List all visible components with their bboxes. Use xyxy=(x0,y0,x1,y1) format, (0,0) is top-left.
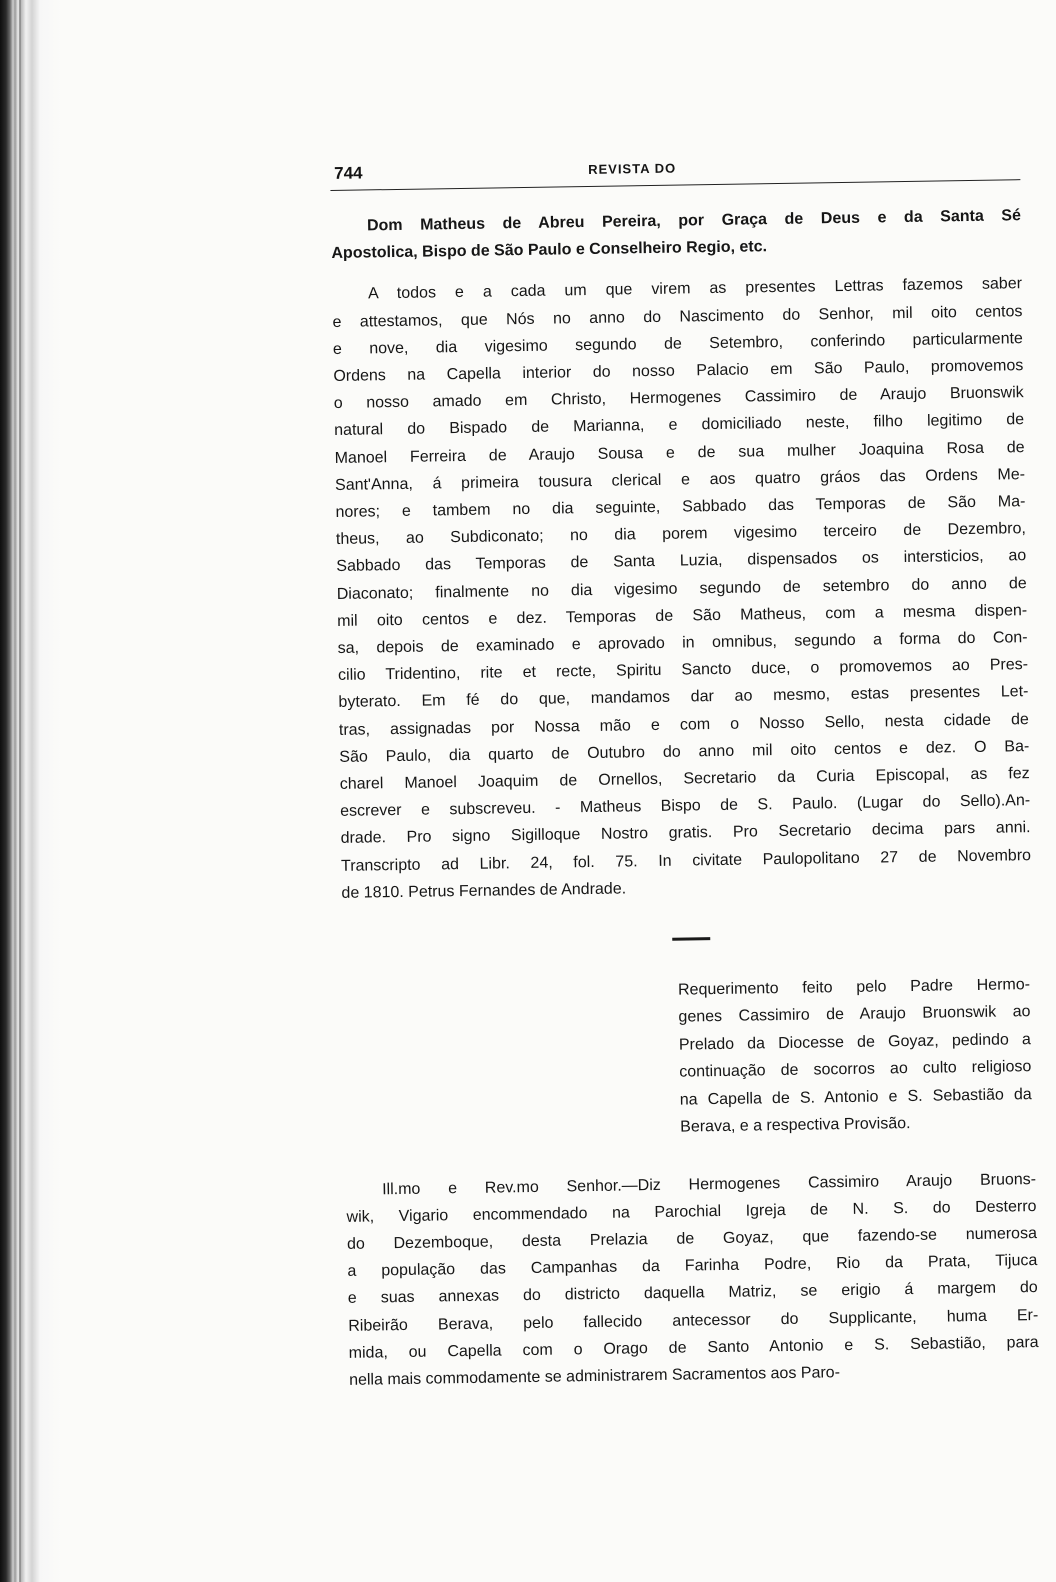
letter-line: a população das Campanhas da Farinha Podre, Rio da Prata, Tijuca xyxy=(347,1252,1038,1280)
body-line: escrever e subscreveu. - Matheus Bispo de S. Paulo. (Lugar do Sello).An- xyxy=(340,792,1031,821)
gutter-shadow xyxy=(19,0,21,1582)
letter-line: Ribeirão Berava, pelo fallecido antecessor do Supplicante, huma Er- xyxy=(348,1306,1039,1335)
body-line: Ordens na Capella interior do nosso Palacio em São Paulo, promovemos xyxy=(333,357,1024,385)
certificate-paragraph xyxy=(332,271,1032,907)
body-line: e attestamos, que Nós no anno do Nascimento do Senhor, mil oito centos xyxy=(332,302,1023,331)
letter-line: mida, ou Capella com o Orago de Santo Antonio e S. Sebastião, para xyxy=(348,1333,1039,1362)
section-summary xyxy=(678,971,1033,1141)
letter-line: Ill.mo e Rev.mo Senhor.—Diz Hermogenes Cassimiro Araujo Bruons- xyxy=(382,1170,1037,1198)
letter-line: e suas annexas do districto daquella Matriz, se erigio á margem do xyxy=(347,1279,1038,1308)
letter-paragraph xyxy=(346,1166,1039,1394)
summary-line: Berava, e a respectiva Provisão. xyxy=(680,1115,911,1136)
letter-line: nella mais commodamente se administrarem Sacramentos aos Paro- xyxy=(349,1364,841,1389)
opening-line: Dom Matheus de Abreu Pereira, por Graça de Deus e da Santa Sé xyxy=(366,207,1022,235)
body-line: o nosso amado em Christo, Hermogenes Cassimiro de Araujo Bruonswik xyxy=(333,384,1024,413)
body-line: Sabbado das Temporas de Santa Luzia, dispensados os intersticios, ao xyxy=(336,547,1027,576)
body-line: Manoel Ferreira de Araujo Sousa e de sua mulher Joaquina Rosa de xyxy=(334,438,1025,467)
body-line: theus, ao Subdiconato; no dia porem vigesimo terceiro de Dezembro, xyxy=(335,520,1026,549)
summary-line: na Capella de S. Antonio e S. Sebastião da xyxy=(679,1085,1032,1109)
opening-line: Apostolica, Bispo de São Paulo e Conselheiro Regio, etc. xyxy=(331,238,768,263)
body-line: e nove, dia vigesimo segundo de Setembro, conferindo particularmente xyxy=(332,329,1023,358)
body-line: natural do Bispado de Marianna, e domiciliado neste, filho legitimo de xyxy=(334,411,1025,440)
body-line: de 1810. Petrus Fernandes de Andrade. xyxy=(341,880,627,902)
body-line: nores; e tambem no dia seguinte, Sabbado das Temporas de São Ma- xyxy=(335,493,1026,521)
body-line: byterato. Em fé do que, mandamos dar ao mesmo, estas presentes Let- xyxy=(338,683,1029,712)
body-line: cilio Tridentino, rite et recte, Spiritu Sancto duce, o promovemos ao Pres- xyxy=(337,656,1029,685)
body-line: sa, depois de examinado e aprovado in omnibus, segundo a forma do Con- xyxy=(337,629,1028,657)
body-line: tras, assignadas por Nossa mão e com o Nosso Sello, nesta cidade de xyxy=(338,710,1029,739)
letter-line: do Dezemboque, desta Prelazia de Goyaz, que fazendo-se numerosa xyxy=(346,1224,1038,1253)
summary-line: continuação de socorros ao culto religioso xyxy=(679,1058,1032,1081)
page-number: 744 xyxy=(334,163,363,183)
summary-line: Requerimento feito pelo Padre Hermo- xyxy=(677,976,1031,999)
letter-line: wik, Vigario encommendado na Parochial Igreja de N. S. do Desterro xyxy=(346,1197,1037,1226)
book-gutter xyxy=(0,0,62,1582)
body-line: Sant'Anna, á primeira tousura clerical e aos quatro gráos das Ordens Me- xyxy=(334,465,1026,494)
body-line: Diaconato; finalmente no dia vigesimo segundo de setembro do anno de xyxy=(336,574,1027,603)
body-line: drade. Pro signo Sigilloque Nostro gratis. Pro Secretario decima pars anni. xyxy=(340,819,1031,848)
section-divider xyxy=(672,937,710,941)
body-line: São Paulo, dia quarto de Outubro do anno mil oito centos e dez. O Ba- xyxy=(339,737,1030,766)
summary-line: genes Cassimiro de Araujo Bruonswik ao xyxy=(678,1003,1031,1027)
opening-paragraph xyxy=(331,202,1022,267)
body-line: Transcripto ad Libr. 24, fol. 75. In civitate Paulopolitano 27 de Novembro xyxy=(340,846,1032,875)
summary-line: Prelado da Diocesse de Goyaz, pedindo a xyxy=(678,1030,1032,1054)
running-head: REVISTA DO xyxy=(588,160,677,177)
body-line: A todos e a cada um que virem as presentes Lettras fazemos saber xyxy=(367,275,1023,303)
body-line: mil oito centos e dez. Temporas de São Matheus, com a mesma dispen- xyxy=(337,601,1028,630)
book-page xyxy=(330,151,1039,1394)
page-header xyxy=(330,151,1020,191)
body-line: charel Manoel Joaquim de Ornellos, Secretario da Curia Episcopal, as fez xyxy=(339,765,1030,793)
